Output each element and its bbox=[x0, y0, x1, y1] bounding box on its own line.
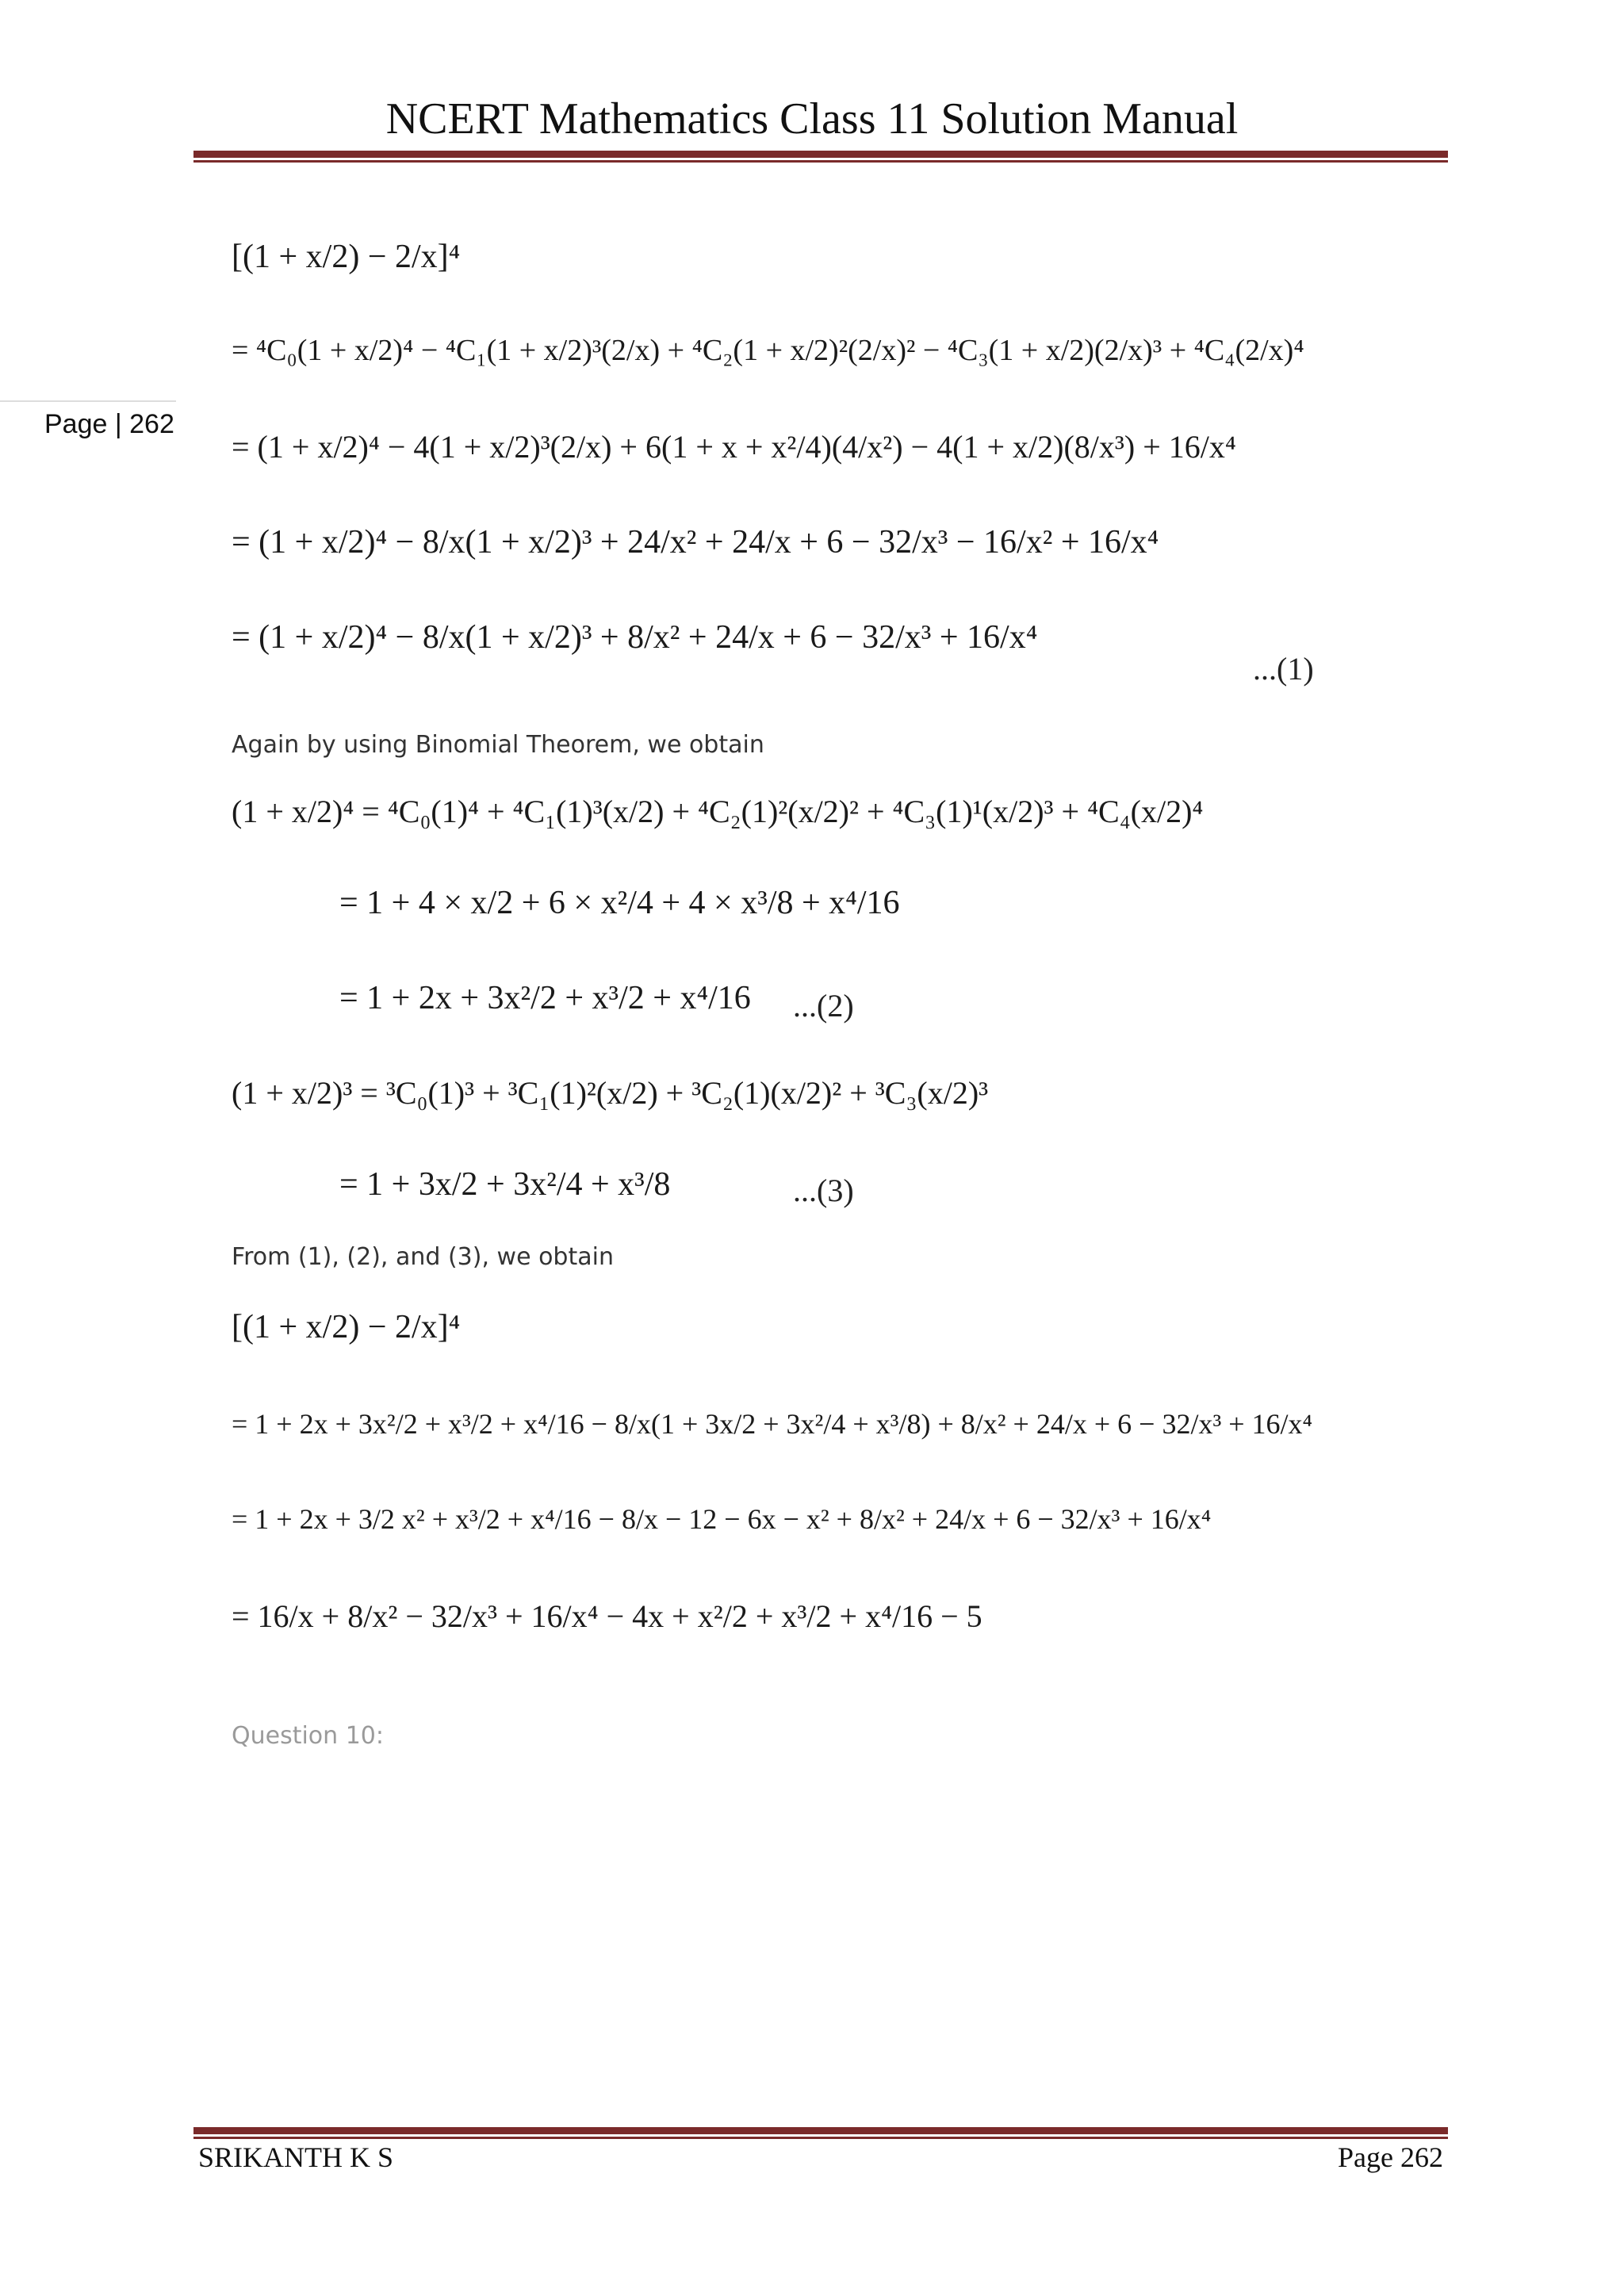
math-line-13: = 1 + 2x + 3/2 x² + x³/2 + x⁴/16 − 8/x − 12 − 6x − x² + 8/x² + 24/x + 6 − 32/x³ + 16/x⁴ bbox=[232, 1503, 1212, 1535]
equation-number-1: ...(1) bbox=[1253, 651, 1314, 687]
prose-line-1: Again by using Binomial Theorem, we obtain bbox=[232, 731, 764, 759]
equation-number-3: ...(3) bbox=[793, 1173, 854, 1208]
footer-page-number: Page 262 bbox=[1338, 2141, 1443, 2173]
equation-number-2: ...(2) bbox=[793, 988, 854, 1024]
math-line-5: = (1 + x/2)⁴ − 8/x(1 + x/2)³ + 8/x² + 24/x + 6 − 32/x³ + 16/x⁴ bbox=[232, 619, 1038, 656]
math-line-10: = 1 + 3x/2 + 3x²/4 + x³/8 bbox=[339, 1166, 671, 1203]
page-title: NCERT Mathematics Class 11 Solution Manual bbox=[385, 94, 1239, 144]
footer-author: SRIKANTH K S bbox=[198, 2141, 394, 2173]
math-line-11: [(1 + x/2) − 2/x]⁴ bbox=[232, 1309, 461, 1345]
math-line-4: = (1 + x/2)⁴ − 8/x(1 + x/2)³ + 24/x² + 24/x + 6 − 32/x³ − 16/x² + 16/x⁴ bbox=[232, 524, 1159, 561]
footer-rule bbox=[193, 2127, 1448, 2139]
header-rule bbox=[193, 151, 1448, 163]
prose-line-2: From (1), (2), and (3), we obtain bbox=[232, 1243, 614, 1271]
question-heading: Question 10: bbox=[232, 1722, 384, 1750]
math-line-6: (1 + x/2)⁴ = ⁴C₀(1)⁴ + ⁴C₁(1)³(x/2) + ⁴C₂(1)²(x/2)² + ⁴C₃(1)¹(x/2)³ + ⁴C₄(x/2)⁴ bbox=[232, 794, 1204, 829]
math-line-9: (1 + x/2)³ = ³C₀(1)³ + ³C₁(1)²(x/2) + ³C₂(1)(x/2)² + ³C₃(x/2)³ bbox=[232, 1075, 989, 1111]
math-line-12: = 1 + 2x + 3x²/2 + x³/2 + x⁴/16 − 8/x(1 + 3x/2 + 3x²/4 + x³/8) + 8/x² + 24/x + 6 − 32/x³ + 16/x⁴ bbox=[232, 1408, 1313, 1440]
math-line-14: = 16/x + 8/x² − 32/x³ + 16/x⁴ − 4x + x²/2 + x³/2 + x⁴/16 − 5 bbox=[232, 1598, 982, 1634]
math-line-7: = 1 + 4 × x/2 + 6 × x²/4 + 4 × x³/8 + x⁴/16 bbox=[339, 885, 900, 921]
side-page-label: Page | 262 bbox=[44, 409, 174, 439]
math-line-3: = (1 + x/2)⁴ − 4(1 + x/2)³(2/x) + 6(1 + x + x²/4)(4/x²) − 4(1 + x/2)(8/x³) + 16/x⁴ bbox=[232, 429, 1236, 465]
math-line-2: = ⁴C₀(1 + x/2)⁴ − ⁴C₁(1 + x/2)³(2/x) + ⁴C₂(1 + x/2)²(2/x)² − ⁴C₃(1 + x/2)(2/x)³ + ⁴C₄(2/x)⁴ bbox=[232, 334, 1304, 367]
side-divider bbox=[0, 400, 176, 402]
math-line-8: = 1 + 2x + 3x²/2 + x³/2 + x⁴/16 bbox=[339, 980, 751, 1016]
math-line-1: [(1 + x/2) − 2/x]⁴ bbox=[232, 239, 461, 275]
